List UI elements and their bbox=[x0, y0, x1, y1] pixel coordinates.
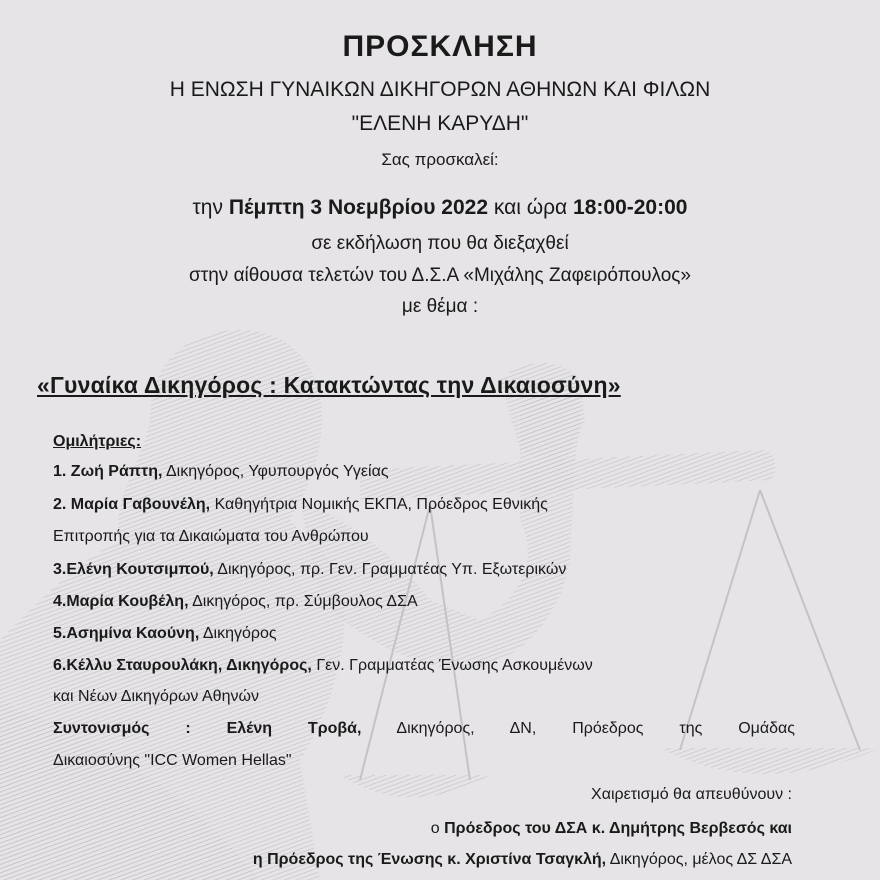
event-theme-intro: με θέμα : bbox=[401, 296, 479, 317]
moderator-continued: Δικαιοσύνης "ICC Women Hellas" bbox=[53, 752, 292, 769]
moderator: Συντονισμός : Ελένη Τροβά, Δικηγόρος, ΔΝ, Πρόεδρος της Ομάδας bbox=[53, 720, 795, 737]
event-venue: στην αίθουσα τελετών του Δ.Σ.Α «Μιχάλης Ζαφειρόπουλος» bbox=[189, 265, 691, 286]
speaker-item-continued: και Νέων Δικηγόρων Αθηνών bbox=[53, 688, 259, 705]
organization-name: Η ΕΝΩΣΗ ΓΥΝΑΙΚΩΝ ΔΙΚΗΓΟΡΩΝ ΑΘΗΝΩΝ ΚΑΙ ΦΙΛΩΝ bbox=[169, 78, 711, 101]
greeting-speaker-1: ο Πρόεδρος του ΔΣΑ κ. Δημήτρης Βερβεσός και bbox=[430, 820, 792, 837]
speaker-name: 5.Ασημίνα Καούνη, bbox=[53, 625, 200, 642]
speaker-item: 1. Ζωή Ράπτη, Δικηγόρος, Υφυπουργός Υγείας bbox=[53, 463, 389, 480]
speaker-name: 4.Μαρία Κουβέλη, bbox=[53, 593, 189, 610]
moderator-label: Συντονισμός : Ελένη Τροβά, bbox=[53, 720, 362, 737]
greetings-heading: Χαιρετισμό θα απευθύνουν : bbox=[591, 786, 792, 803]
organization-subtitle: "ΕΛΕΝΗ ΚΑΡΥΔΗ" bbox=[351, 112, 529, 135]
invites-text: Σας προσκαλεί: bbox=[381, 150, 499, 169]
speaker-name: 3.Ελένη Κουτσιμπού, bbox=[53, 561, 214, 578]
page-title: ΠΡΟΣΚΛΗΣΗ bbox=[342, 30, 538, 63]
event-theme: «Γυναίκα Δικηγόρος : Κατακτώντας την Δικαιοσύνη» bbox=[37, 372, 621, 398]
speaker-name: 1. Ζωή Ράπτη, bbox=[53, 463, 163, 480]
speaker-item: 2. Μαρία Γαβουνέλη, Καθηγήτρια Νομικής ΕΚΠΑ, Πρόεδρος Εθνικής bbox=[53, 496, 548, 513]
speaker-item: 5.Ασημίνα Καούνη, Δικηγόρος bbox=[53, 625, 277, 642]
event-time: 18:00-20:00 bbox=[573, 196, 688, 219]
event-date-time: την Πέμπτη 3 Νοεμβρίου 2022 και ώρα 18:00-20:00 bbox=[192, 196, 688, 219]
speaker-item: 6.Κέλλυ Σταυρουλάκη, Δικηγόρος, Γεν. Γραμματέας Ένωσης Ασκουμένων bbox=[53, 657, 593, 674]
speaker-item: 4.Μαρία Κουβέλη, Δικηγόρος, πρ. Σύμβουλος ΔΣΑ bbox=[53, 593, 418, 610]
speaker-item: 3.Ελένη Κουτσιμπού, Δικηγόρος, πρ. Γεν. Γραμματέας Υπ. Εξωτερικών bbox=[53, 561, 567, 578]
speaker-name: 6.Κέλλυ Σταυρουλάκη, Δικηγόρος, bbox=[53, 657, 312, 674]
event-date: Πέμπτη 3 Νοεμβρίου 2022 bbox=[228, 196, 488, 219]
speaker-item-continued: Επιτροπής για τα Δικαιώματα του Ανθρώπου bbox=[53, 528, 369, 545]
speaker-name: 2. Μαρία Γαβουνέλη, bbox=[53, 496, 211, 513]
greeting-speaker-2: η Πρόεδρος της Ένωσης κ. Χριστίνα Τσαγκλή, Δικηγόρος, μέλος ΔΣ ΔΣΑ bbox=[252, 851, 792, 868]
speakers-heading: Ομιλήτριες: bbox=[53, 433, 142, 450]
event-line: σε εκδήλωση που θα διεξαχθεί bbox=[311, 233, 569, 254]
